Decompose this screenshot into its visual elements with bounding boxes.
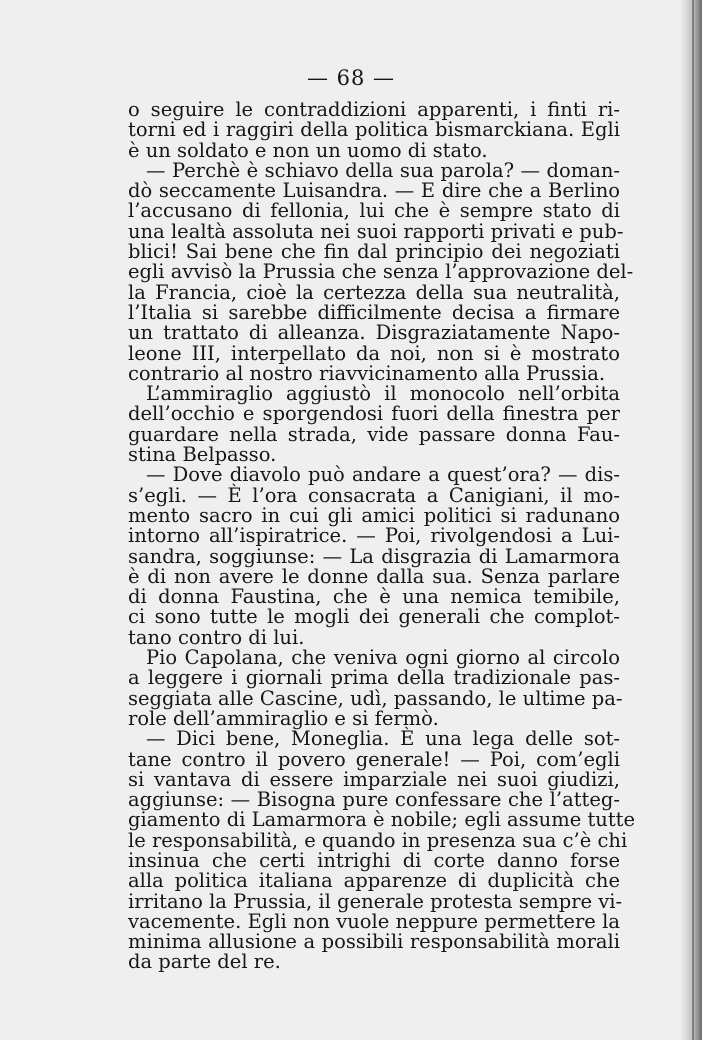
- text-line: è un soldato e non un uomo di stato.: [128, 138, 488, 162]
- text-line: tane contro il povero generale! — Poi, com’egli: [128, 747, 620, 771]
- text-line: s’egli. — È l’ora consacrata a Canigiani, il mo-: [128, 483, 620, 507]
- text-line: le responsabilità, e quando in presenza sua c’è chi: [128, 828, 628, 852]
- body-text: [128, 98, 636, 974]
- text-line: role dell’ammiraglio e si fermò.: [128, 706, 439, 730]
- page-edge-line: [692, 0, 694, 1040]
- page-edge-shadow: [680, 0, 702, 1040]
- text-line: — Perchè è schiavo della sua parola? — doman-: [146, 158, 620, 182]
- text-line: si vantava di essere imparziale nei suoi giudizi,: [128, 767, 620, 791]
- text-line: l’accusano di fellonia, lui che è sempre stato di: [128, 199, 620, 223]
- text-line: vacemente. Egli non vuole neppure permettere la: [128, 909, 620, 933]
- text-line: giamento di Lamarmora è nobile; egli assume tutte: [128, 808, 636, 832]
- text-line: minima allusione a possibili responsabilità morali: [128, 930, 620, 954]
- text-line: — Dove diavolo può andare a quest’ora? — dis-: [146, 463, 620, 487]
- page-number: — 68 —: [306, 66, 396, 90]
- text-line: la Francia, cioè la certezza della sua neutralità,: [128, 280, 620, 304]
- text-line: contrario al nostro riavvicinamento alla Prussia.: [128, 361, 606, 385]
- text-line: alla politica italiana apparenze di duplicità che: [128, 869, 620, 893]
- text-line: di donna Faustina, che è una nemica temibile,: [128, 585, 620, 609]
- text-line: irritano la Prussia, il generale protesta sempre vi-: [128, 889, 623, 913]
- text-line: leone III, interpellato da noi, non si è mostrato: [128, 341, 620, 365]
- text-line: stina Belpasso.: [128, 443, 277, 467]
- text-line: l’Italia si sarebbe difficilmente decisa a firmare: [128, 300, 620, 324]
- text-line: intorno all’ispiratrice. — Poi, rivolgendosi a Lui-: [128, 524, 620, 548]
- text-line: tano contro di lui.: [128, 625, 305, 649]
- text-line: blici! Sai bene che fin dal principio dei negoziati: [128, 240, 620, 264]
- text-line: L’ammiraglio aggiustò il monocolo nell’orbita: [146, 382, 620, 406]
- text-line: sandra, soggiunse: — La disgrazia di Lamarmora: [128, 544, 620, 568]
- text-line: mento sacro in cui gli amici politici si radunano: [128, 503, 620, 527]
- text-line: — Dici bene, Moneglia. È una lega delle sot-: [146, 727, 620, 751]
- text-line: da parte del re.: [128, 950, 281, 974]
- text-line: guardare nella strada, vide passare donna Fau-: [128, 422, 620, 446]
- text-line: dò seccamente Luisandra. — E dire che a Berlino: [128, 179, 620, 203]
- text-line: seggiata alle Cascine, udì, passando, le ultime pa-: [128, 686, 623, 710]
- text-line: o seguire le contraddizioni apparenti, i finti ri-: [128, 98, 620, 121]
- text-line: Pio Capolana, che veniva ogni giorno al circolo: [146, 646, 620, 670]
- text-line: torni ed i raggiri della politica bismarckiana. Egli: [128, 118, 620, 142]
- text-line: aggiunse: — Bisogna pure confessare che l’atteg-: [128, 788, 620, 812]
- text-line: ci sono tutte le mogli dei generali che complot-: [128, 605, 620, 629]
- text-line: è di non avere le donne dalla sua. Senza parlare: [128, 564, 620, 588]
- text-line: un trattato di alleanza. Disgraziatamente Napo-: [128, 321, 620, 345]
- text-line: egli avvisò la Prussia che senza l’approvazione del-: [128, 260, 634, 284]
- text-line: dell’occhio e sporgendosi fuori della finestra per: [128, 402, 620, 426]
- text-line: una lealtà assoluta nei suoi rapporti privati e pub-: [128, 219, 624, 243]
- text-line: insinua che certi intrighi di corte danno forse: [128, 848, 620, 872]
- text-line: a leggere i giornali prima della tradizionale pas-: [128, 666, 620, 690]
